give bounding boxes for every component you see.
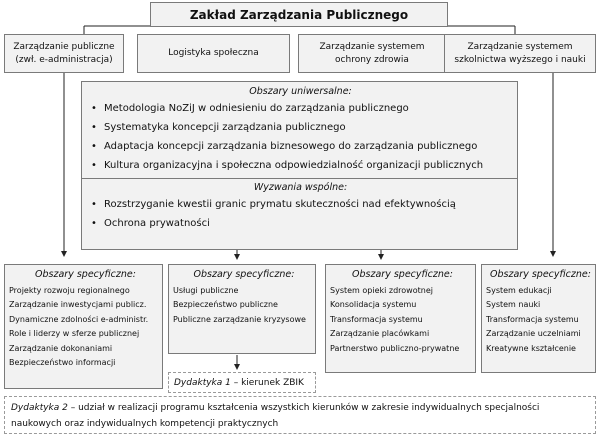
list-item: Bezpieczeństwo informacji (9, 358, 116, 368)
header-box (150, 2, 448, 27)
dydaktyka2-text: – udział w realizacji programu kształcenia wszystkich kierunków w zakresie indywidualnych specjalności naukowych oraz indywidualnych kompetencji praktycznych (11, 403, 540, 429)
specific-box-higher-education (481, 264, 596, 373)
top-box-public-management (4, 34, 124, 73)
top-box-social-logistics (137, 34, 290, 73)
specific-heading: Obszary specyficzne: (35, 269, 136, 280)
list-item: Publiczne zarządzanie kryzysowe (173, 314, 306, 324)
list-item: Projekty rozwoju regionalnego (9, 286, 130, 295)
top-box-label-1: Zarządzanie publiczne (13, 41, 115, 52)
dydaktyka2-label: Dydaktyka 2 (11, 403, 68, 413)
specific-heading: Obszary specyficzne: (193, 269, 295, 280)
list-item: • Systematyka koncepcji zarządzania publicznego (90, 118, 511, 137)
list-item: System edukacji (486, 286, 552, 295)
universal-section (82, 82, 517, 175)
list-item: Bezpieczeństwo publiczne (173, 300, 278, 310)
specific-list (9, 284, 162, 370)
list-item: • Adaptacja koncepcji zarządzania biznesowego do zarządzania publicznego (90, 137, 511, 156)
universal-heading: Obszary uniwersalne: (249, 86, 352, 97)
specific-heading: Obszary specyficzne: (490, 269, 591, 280)
central-areas-box (81, 81, 518, 250)
list-item: • Metodologia NoZiJ w odniesieniu do zarządzania publicznego (90, 99, 511, 118)
challenges-section (82, 179, 517, 233)
list-item: Role i liderzy w sferze publicznej (9, 329, 140, 339)
list-item: Dynamiczne zdolności e-administr. (9, 314, 149, 324)
list-item: Transformacja systemu (486, 314, 579, 324)
specific-box-social-logistics (168, 264, 316, 354)
top-box-label-2: szkolnictwa wyższego i nauki (454, 54, 586, 65)
list-item: • Rozstrzyganie kwestii granic prymatu skuteczności nad efektywnością (90, 195, 511, 214)
universal-list (90, 99, 511, 175)
top-box-label-1: Logistyka społeczna (168, 48, 259, 58)
list-item: System nauki (486, 300, 541, 310)
challenges-heading: Wyzwania wspólne: (253, 182, 348, 193)
top-box-higher-education (444, 34, 596, 73)
dydaktyka1-box (168, 372, 316, 393)
list-item: Partnerstwo publiczno-prywatne (330, 343, 460, 353)
top-box-label-2: (zwł. e-administracja) (15, 54, 113, 65)
dydaktyka1-text: – kierunek ZBIK (230, 378, 304, 388)
top-box-label-1: Zarządzanie systemem (467, 41, 573, 52)
list-item: Zarządzanie uczelniami (486, 329, 581, 339)
list-item: Zarządzanie placówkami (330, 329, 430, 339)
list-item: Transformacja systemu (330, 314, 423, 324)
list-item: Kreatywne kształcenie (486, 343, 576, 353)
top-box-label-2: ochrony zdrowia (335, 54, 409, 65)
list-item: Usługi publiczne (173, 286, 239, 295)
list-item: Konsolidacja systemu (330, 300, 417, 310)
dydaktyka1-label: Dydaktyka 1 (174, 378, 231, 388)
list-item: System opieki zdrowotnej (330, 286, 433, 295)
challenges-list (90, 195, 511, 233)
list-item: Zarządzanie dokonaniami (9, 343, 113, 353)
specific-box-public-management (4, 264, 163, 389)
specific-list (330, 284, 475, 356)
list-item: • Kultura organizacyjna i społeczna odpowiedzialność organizacji publicznych (90, 156, 511, 175)
specific-box-health-system (325, 264, 476, 373)
list-item: Zarządzanie inwestycjami publicz. (9, 300, 147, 310)
specific-list (173, 284, 315, 327)
list-item: • Ochrona prywatności (90, 214, 511, 233)
specific-list (486, 284, 595, 356)
dydaktyka2-box (4, 396, 596, 434)
top-box-health-system (298, 34, 446, 73)
top-box-label-1: Zarządzanie systemem (319, 41, 425, 52)
specific-heading: Obszary specyficzne: (352, 269, 453, 280)
header-title: Zakład Zarządzania Publicznego (189, 7, 409, 22)
